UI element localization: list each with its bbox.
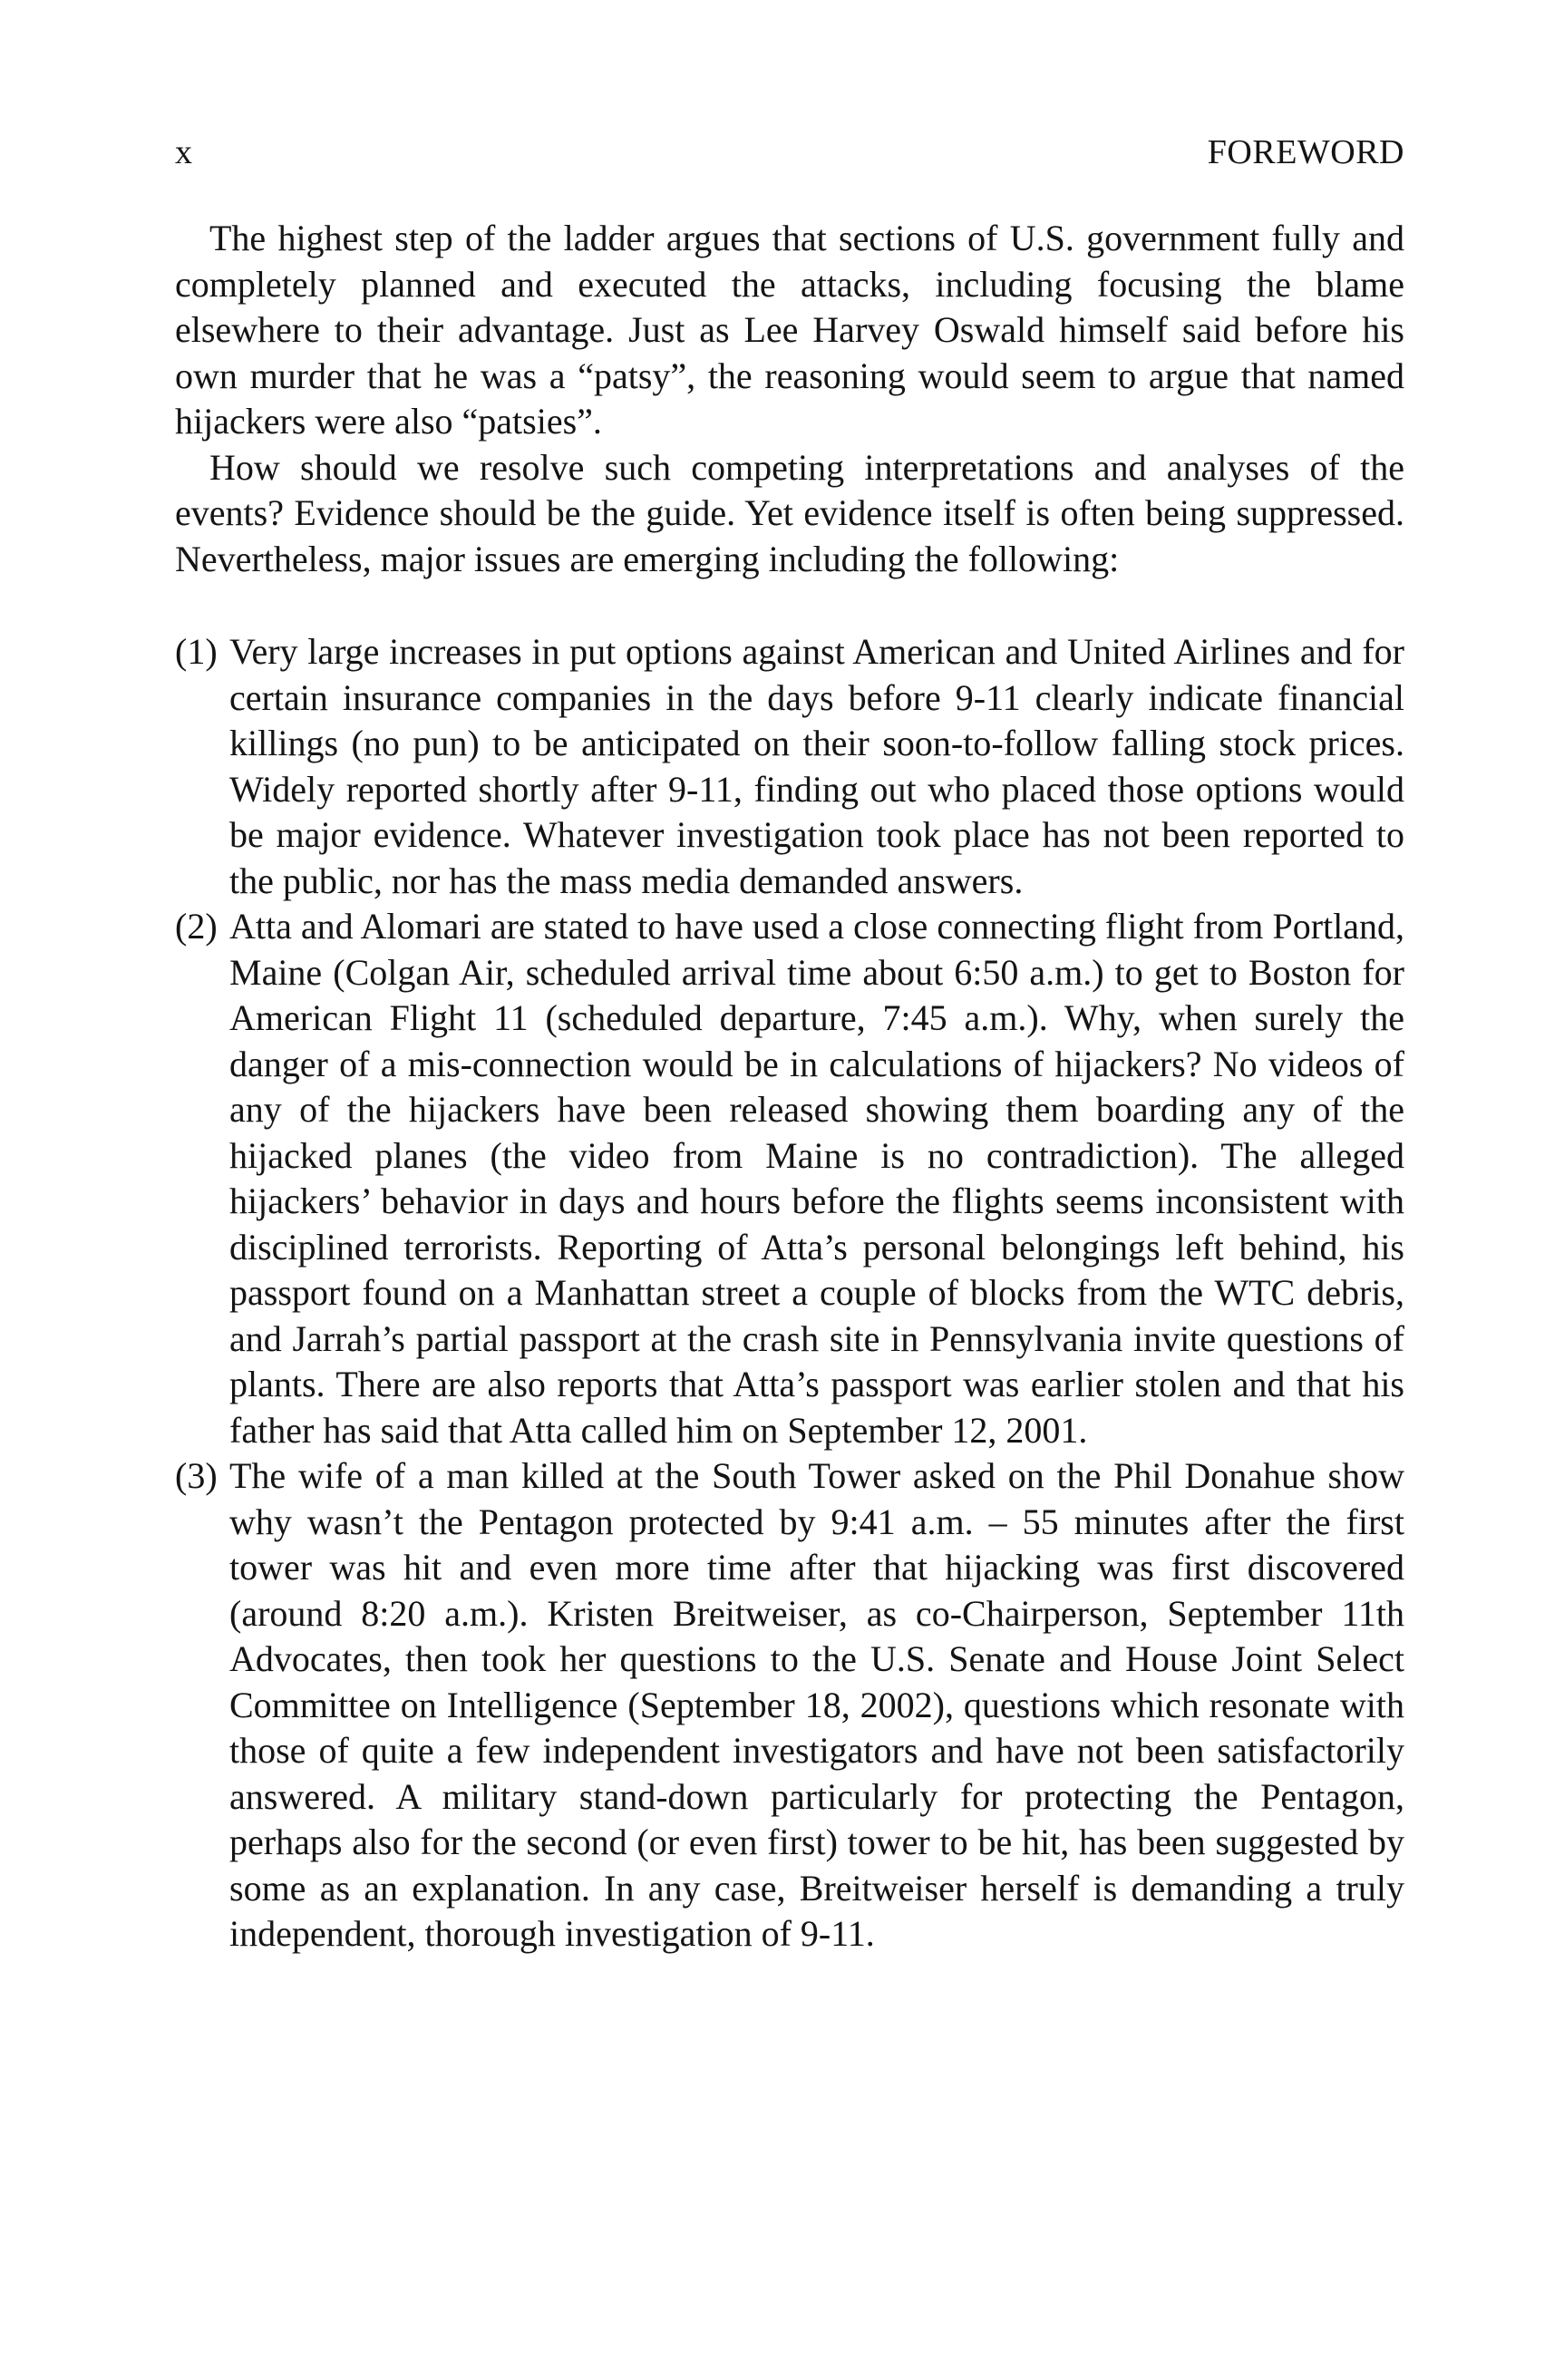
running-head <box>175 125 1404 180</box>
list-item-text: Very large increases in put options against American and United Airlines and for certain insurance companies in the days before 9-11 clearly indicate financial killings (no pun) to be anticipated on their soon-to-follow falling stock prices. Widely reported shortly after 9-11, finding out who placed those options would be major evidence. Whatever investigation took place has not been reported to the public, nor has the mass media demanded answers. <box>229 631 1404 901</box>
list-item-number: (2) <box>175 906 218 947</box>
list-item-text: Atta and Alomari are stated to have used a close connecting flight from Portland, Maine (Colgan Air, scheduled arrival time about 6:50 a.m.) to get to Boston for American Flight 11 (scheduled departure, 7:45 a.m.). Why, when surely the danger of a mis-connection would be in calculations of hijackers? No videos of any of the hijackers have been released showing them boarding any of the hijacked planes (the video from Maine is no contradiction). The alleged hijackers’ behavior in days and hours before the flights seems inconsistent with disciplined terrorists. Reporting of Atta’s personal belongings left behind, his passport found on a Manhattan street a couple of blocks from the WTC debris, and Jarrah’s partial passport at the crash site in Pennsylvania invite questions of plants. There are also reports that Atta’s passport was earlier stolen and that his father has said that Atta called him on September 12, 2001. <box>229 906 1404 1451</box>
list-item-number: (3) <box>175 1455 218 1496</box>
paragraph-evidence: How should we resolve such competing interpretations and analyses of the events? Evidence should be the guide. Yet evidence itself is often being suppressed. Nevertheless, major issues are emerging including the following: <box>175 446 1404 579</box>
list-item-number: (1) <box>175 631 218 672</box>
paragraph-highest-step: The highest step of the ladder argues that sections of U.S. government fully and completely planned and executed the attacks, including focusing the blame elsewhere to their advantage. Just as Lee Harvey Oswald himself said before his own murder that he was a “patsy”, the reasoning would seem to argue that named hijackers were also “patsies”. <box>175 218 1404 442</box>
body-text <box>175 216 1404 1957</box>
list-item <box>175 904 1404 1453</box>
page-number: x <box>175 133 192 171</box>
issues-list <box>175 629 1404 1957</box>
list-item-text: The wife of a man killed at the South Tower asked on the Phil Donahue show why wasn’t the Pentagon protected by 9:41 a.m. – 55 minutes after the first tower was hit and even more time after that hijacking was first discovered (around 8:20 a.m.). Kristen Breitweiser, as co-Chairperson, September 11th Advocates, then took her questions to the U.S. Senate and House Joint Select Committee on Intelligence (September 18, 2002), questions which resonate with those of quite a few independent investigators and have not been satisfactorily answered. A military stand-down particularly for protecting the Pentagon, perhaps also for the second (or even first) tower to be hit, has been suggested by some as an explanation. In any case, Breitweiser herself is demanding a truly independent, thorough investigation of 9-11. <box>229 1455 1404 1954</box>
list-item <box>175 1453 1404 1957</box>
section-title: FOREWORD <box>1207 133 1404 171</box>
list-item <box>175 629 1404 904</box>
